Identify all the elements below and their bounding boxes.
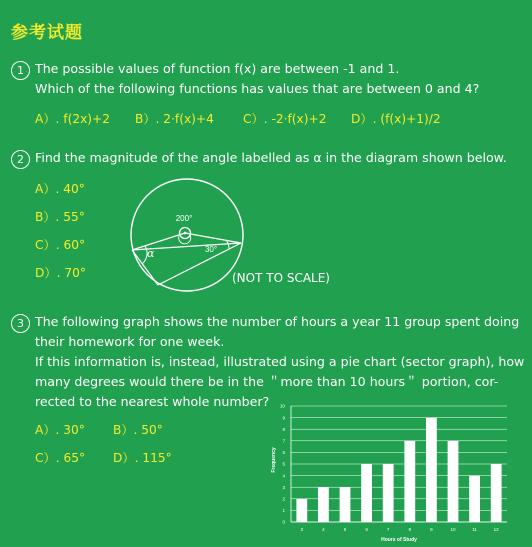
q3-option-a[interactable]: A）. 30° [35,423,85,437]
question-3-line-1: The following graph shows the number of hours a year 11 group spent doing [35,314,520,329]
radius-b [185,233,241,243]
bar [340,487,351,522]
alpha-label: α [147,247,155,260]
diagram-circle [131,179,243,291]
question-3-line-3: If this information is, instead, illustrated using a pie chart (sector graph), how [35,354,525,369]
question-1-number: 1 [11,61,30,80]
question-1-line-1: The possible values of function f(x) are between -1 and 1. [35,61,400,76]
question-3-line-5: rected to the nearest whole number? [35,394,270,409]
bar [491,464,502,522]
bar-chart-svg [262,398,532,547]
y-tick-label: 0 [282,519,285,525]
q3-option-c[interactable]: C）. 65° [35,451,86,465]
y-tick-label: 4 [282,473,285,479]
x-tick-label: 6 [365,527,368,532]
x-tick-label: 9 [430,527,433,532]
angle-200-label: 200° [175,214,193,223]
bar [448,441,459,522]
section-title: 参考试题 [11,23,83,43]
not-to-scale-note: (NOT TO SCALE) [232,271,330,285]
q2-option-a[interactable]: A）. 40° [35,182,85,196]
question-3-number: 3 [11,314,30,333]
bar [383,464,394,522]
question-2-text: Find the magnitude of the angle labelled as α in the diagram shown below. [35,150,507,165]
question-2-number: 2 [11,150,30,169]
q1-option-b[interactable]: B）. 2·f(x)+4 [135,112,214,126]
bar [318,487,329,522]
y-tick-label: 9 [282,415,285,421]
y-tick-label: 3 [282,484,285,490]
y-tick-label: 6 [282,450,285,456]
x-tick-label: 4 [322,527,325,532]
bar [361,464,372,522]
question-3-line-2: their homework for one week. [35,334,225,349]
y-tick-label: 7 [282,438,285,444]
hours-of-study-chart [262,398,532,547]
circle-angle-diagram [128,176,246,294]
bar [404,441,415,522]
bar [426,418,437,522]
q2-option-c[interactable]: C）. 60° [35,238,86,252]
x-tick-label: 8 [408,527,412,532]
q3-option-b[interactable]: B）. 50° [113,423,163,437]
x-axis-label: Hours of Study [381,537,417,543]
q2-option-d[interactable]: D）. 70° [35,266,86,280]
y-tick-label: 1 [282,508,285,514]
q1-option-a[interactable]: A）. f(2x)+2 [35,112,111,126]
question-3-line-4: many degrees would there be in the ＂more than 10 hours＂ portion, cor- [35,374,499,389]
y-tick-label: 10 [279,403,285,409]
q2-option-b[interactable]: B）. 55° [35,210,85,224]
bar [469,476,480,522]
y-tick-label: 5 [282,461,285,467]
x-tick-label: 7 [386,527,390,532]
q3-option-d[interactable]: D）. 115° [113,451,172,465]
x-tick-label: 12 [493,527,499,532]
chart-bars [296,418,501,522]
x-tick-label: 3 [300,527,304,532]
chord-c [158,243,241,285]
y-axis-label: Frequency [271,447,277,473]
x-tick-label: 5 [343,527,347,532]
q1-option-c[interactable]: C）. -2·f(x)+2 [243,112,327,126]
x-tick-label: 10 [450,527,456,532]
angle-30-label: 30° [204,245,218,254]
y-tick-label: 8 [282,426,285,432]
q1-option-d[interactable]: D）. (f(x)+1)/2 [351,112,441,126]
bar [296,499,307,522]
x-tick-label: 11 [472,527,477,532]
y-tick-label: 2 [282,496,285,502]
question-1-line-2: Which of the following functions has values that are between 0 and 4? [35,81,480,96]
